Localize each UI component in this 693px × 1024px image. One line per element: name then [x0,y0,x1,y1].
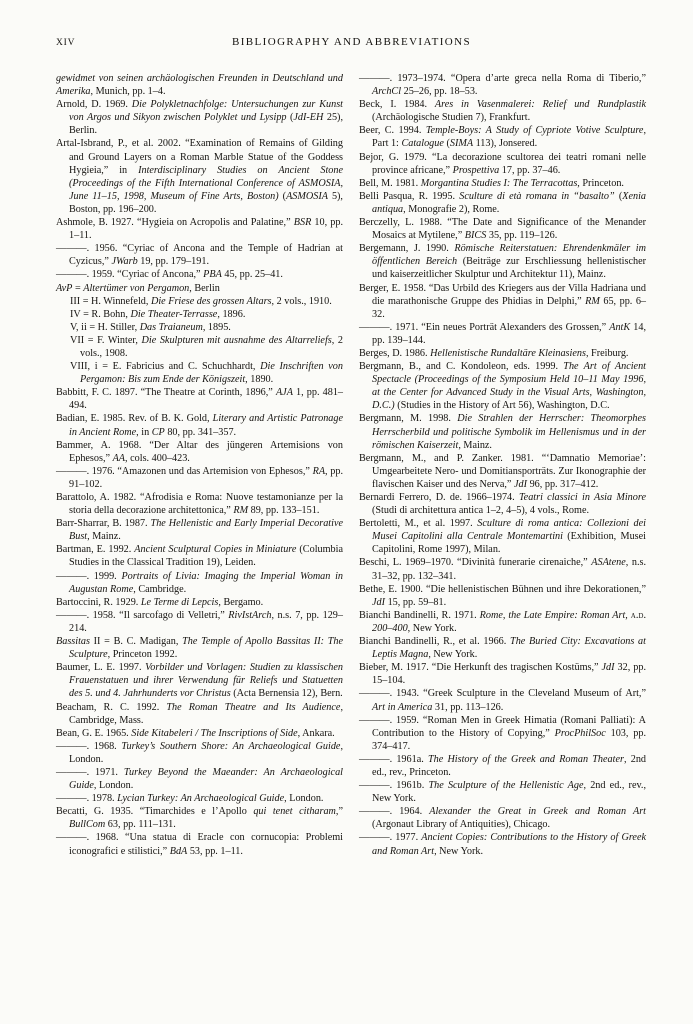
bib-entry [56,609,343,635]
bib-entry-title: Die Skulpturen mit ausnahme des Altarreliefs [141,334,332,346]
bib-entry [56,137,343,216]
page-title: BIBLIOGRAPHY AND ABBREVIATIONS [232,36,471,48]
bib-entry-text: 32, pp. 15–104. [372,662,647,687]
bib-entry-text: Babbitt, F. C. 1897. “The Theatre at Corinth, 1896,” [56,387,276,399]
bib-entry-text: Bejor, G. 1979. “La decorazione scultorea dei teatri romani nelle province africane,” [359,151,646,176]
bib-entry-title: BdA [169,845,188,857]
bib-entry-text: , Cambridge, Mass. [69,701,343,726]
bib-entry-text: (Argonaut Library of Antiquities), Chicago. [372,819,551,831]
bib-entry-title: Le Terme di Lepcis [140,596,219,608]
bib-entry-title: Xenia antiqua [372,190,646,215]
bib-entry-text: , New York. [407,622,457,634]
bib-entry-title: Temple-Boys: A Study of Cypriote Votive Sculpture [425,125,644,137]
bib-entry-title: SIMA [449,138,474,150]
bib-entry-text: , Mainz. [87,531,121,543]
bib-entry-title: JdI [601,662,615,674]
bib-entry [56,727,343,740]
bib-entry-title: AA [112,452,126,464]
bib-entry-text: VII = F. Winter, [70,334,142,346]
bib-entry [359,412,646,451]
bib-entry [56,792,343,805]
bib-entry-text: 19, pp. 179–191. [137,256,209,268]
bib-entry-text: , Ankara. [297,727,335,739]
bib-entry [359,177,646,190]
bib-entry-text: ———. 1976. “Amazonen und das Artemision von Ephesos,” [56,465,313,477]
bib-entry [359,661,646,687]
bib-entry-text: Bartoccini, R. 1929. [56,596,141,608]
bib-entry-text: ———. 1961b. [359,780,429,792]
bib-entry-title: PBA [203,269,222,281]
bib-entry-title: Hellenistische Rundaltäre Kleinasiens [430,347,586,359]
bib-entry-title: AvP [56,282,73,294]
bib-entry-text: ,” [335,806,343,818]
bib-entry-text: Baumer, L. E. 1997. [56,662,146,674]
bib-entry-title: The Art of Ancient Spectacle (Proceedings of the Symposium Held 10–11 May 1996, at the Center for Advanced Study in the Visual Arts, Washington, D.C.) [372,361,646,412]
bib-entry-text: 10, pp. 1–11. [69,217,344,242]
bib-entry-title: Turkey’s Southern Shore: An Archaeological Guide [121,740,341,752]
bib-entry-text: III = H. Winnefeld, [70,295,151,307]
bib-entry [56,268,343,281]
bib-entry-title: Teatri classici in Asia Minore [518,492,646,503]
bib-entry-text: Beck, I. 1984. [359,99,435,111]
bib-entry [56,766,343,792]
bib-entry-text: 5), Boston, pp. 196–200. [69,190,343,215]
bib-entry-text: Belli Pasqua, R. 1995. [359,190,460,202]
bib-entry-text: , Mainz. [458,439,492,451]
bib-entry-text: , Cambridge. [133,583,187,595]
bib-entry-text: Bergmann, M., and P. Zanker. 1981. “‘Damnatio Memoriae’: Umgearbeitete Nero- und Domitiansporträts. Zur Ikonographie der flavischen Kaiser und des Nerva,” [359,452,646,490]
bib-entry-title: Sculture di roma antica: Collezioni dei Musei Capitolini alla Centrale Montemartini [372,518,646,543]
bib-entry-text: 63, pp. 111–131. [105,819,176,831]
bib-entry-title: RivIstArch [228,609,272,621]
bib-entry-text: ———. 1968. [56,740,122,752]
bib-entry-text: Bethe, E. 1900. “Die hellenistischen Bühnen und ihre Dekorationen,” [359,583,646,595]
bib-entry-text: Bammer, A. 1968. “Der Altar des jüngeren Artemisions von Ephesos,” [56,439,343,464]
bib-entry-text: ( [614,190,623,202]
bib-entry-text: , 2 vols., 1908. [80,334,343,359]
bib-entry-text: , 2nd ed., rev., New York. [372,780,646,805]
bib-entry [56,308,343,321]
bib-entry-text: (Beiträge zur Erschliessung hellenistischer und kaiserzeitlicher Skulptur und Architektur 11), Mainz. [372,256,646,281]
bib-entry-text: 45, pp. 25–41. [221,269,283,281]
bib-entry-title: ASMOSIA [286,190,328,202]
bib-entry [359,124,646,150]
bib-entry-text: 89, pp. 133–151. [248,505,320,517]
bib-entry-title: JdI [514,478,528,490]
bib-entry-text: Berger, E. 1958. “Das Urbild des Kriegers aus der Villa Hadriana und die marathonische Gruppe des Phidias in Delphi,” [359,282,646,307]
bib-entry-text: , Berlin [189,282,220,294]
bib-entry-title: ArchCl [372,86,402,98]
bib-entry-text: Barr-Sharrar, B. 1987. [56,518,151,530]
bib-entry-text: , 2nd ed., rev., Princeton. [372,753,647,778]
bib-entry [359,714,646,753]
bib-entry-text: , n.s. 7, pp. 129–214. [69,609,343,634]
bib-entry-text: Bianchi Bandinelli, R. 1971. [359,609,480,621]
bib-entry-title: Die Inschriften von Pergamon: Bis zum Ende der Königszeit [80,361,343,386]
bib-entry [359,72,646,98]
bib-entry-text: 53, pp. 1–11. [187,845,243,857]
bib-entry-text: Barattolo, A. 1982. “Afrodisia e Roma: Nuove testamonianze per la storia della decorazione architettonica,” [56,492,343,517]
bib-entry-text: ———. 1968. “Una statua di Eracle con cornucopia: Problemi iconografici e stilistici,” [56,832,343,857]
bib-entry-text: Bertoletti, M., et al. 1997. [359,518,478,530]
bib-entry-text: Bieber, M. 1917. “Die Herkunft des tragischen Kostüms,” [359,662,602,674]
bib-entry-text: ———. 1956. “Cyriac of Ancona and the Temple of Hadrian at Cyzicus,” [56,243,343,268]
bib-entry-text: (Studies in the History of Art 56), Washington, D.C. [394,400,610,412]
bib-entry-title: Interdisciplinary Studies on Ancient Stone (Proceedings of the Fifth International Conference of ASMOSIA, June 11–15, 1998, Museum of Fine Arts, Boston) [69,164,343,202]
bib-entry-text: , Bergamo. [218,596,264,608]
bib-entry-title: The Hellenistic and Early Imperial Decorative Bust [69,518,343,543]
bib-entry-text: ———. 1961a. [359,753,428,765]
bib-entry [56,635,343,661]
bibliography-columns [56,72,647,858]
bib-entry-text: Becatti, G. 1935. “Timarchides e l’Apollo [56,806,254,818]
bib-entry-text: ———. 1977. [359,832,422,844]
bib-entry-title: Die Polykletnachfolge: Untersuchungen zur Kunst von Argos und Sikyon zwischen Polyklet und Lysipp [69,99,343,124]
bib-entry-title: Ancient Sculptural Copies in Miniature [134,544,297,556]
bib-entry [359,556,646,582]
bib-entry-text: Bergemann, J. 1990. [359,243,455,255]
bib-entry-text: , Princeton. [577,177,624,189]
bib-entry [359,360,646,412]
bib-entry-text: (Studi di architettura antica 1–2, 4–5), 4 vols., Rome. [372,505,590,517]
bib-entry-title: Art in America [372,701,433,713]
bib-entry-text: VIII, i = E. Fabricius and C. Schuchhardt, [70,361,261,373]
bib-entry-text: ( [286,112,294,124]
bib-entry [359,452,646,491]
bib-entry-text: ———. 1999. [56,570,122,582]
bib-entry-text: 96, pp. 317–412. [527,478,599,490]
bib-entry-text: , London. [284,793,324,805]
bib-entry-title: Die Friese des grossen Altars [150,295,272,307]
bib-entry [359,151,646,177]
bib-entry-text: , Munich, pp. 1–4. [90,86,166,98]
bib-entry-title: Side Kitabeleri / The Inscriptions of Side [131,727,298,739]
bib-entry [359,583,646,609]
bib-entry-text: , pp. 91–102. [69,465,344,490]
bib-entry [359,831,646,857]
bib-entry [56,216,343,242]
bib-entry-title: Turkey Beyond the Maeander: An Archaeological Guide [69,766,344,792]
bib-entry-title: Die Strahlen der Herrscher: Theomorphes Herrscherbild und politische Symbolik im Hellenismus und in der römischen Kaiserzeit [372,413,647,451]
bib-entry-title: Ares in Vasenmalerei: Relief und Rundplastik [434,99,647,111]
bib-entry-title: gewidmet von seinen archäologischen Freunden in Deutschland und Amerika [56,73,343,98]
bib-entry-text: Berges, D. 1986. [359,347,431,359]
bib-entry-text: , New York. [428,649,478,661]
bib-entry-text: , London. [93,780,134,792]
bib-entry-text: , Freiburg. [585,347,629,359]
bib-entry-text: , 1890. [245,374,274,386]
bib-entry-title: Vorbilder und Vorlagen: Studien zu klassischen Frauenstatuen und ihrer Verwendung für Reliefs und Statuetten des 5. und 4. Jahrhunderts vor Christus [69,662,343,700]
bib-entry-text: (Columbia Studies in the Classical Tradition 19), Leiden. [69,544,343,569]
bib-entry-text: Ashmole, B. 1927. “Hygieia on Acropolis and Palatine,” [56,217,294,229]
bib-entry-text: a.d. [630,609,646,621]
bib-entry-text: , 1896. [217,308,246,320]
bib-entry-title: BICS [464,230,487,242]
bib-entry-text: ———. 1971. “Ein neues Porträt Alexanders des Grossen,” [359,321,610,333]
bib-entry [359,779,646,805]
bib-entry [56,321,343,334]
bib-entry-title: JdI [372,596,386,608]
bib-entry-title: ASAtene [591,557,626,569]
bib-entry-title: Bassitas [56,636,90,648]
bib-entry-title: RM [585,295,600,307]
bib-entry-text: Beer, C. 1994. [359,125,426,137]
bib-entry-text: ———. 1959. “Roman Men in Greek Himatia (Romani Palliati): A Contribution to the History of Copying,” [359,714,646,739]
bib-entry [359,190,646,216]
bib-entry-text: ( [443,138,450,150]
bib-entry-title: Lycian Turkey: An Archaeological Guide [117,793,285,805]
bib-entry [359,517,646,556]
bib-entry-title: AJA [275,387,293,399]
bib-entry [56,412,343,438]
bib-entry-title: Catalogue [401,138,444,150]
bib-entry [56,661,343,700]
bib-entry-text: 14, pp. 139–144. [372,321,646,346]
bib-entry-text: ———. 1964. [359,806,430,818]
bib-entry-title: Morgantina Studies I: The Terracottas [420,177,578,189]
bib-entry-text: , New York. [434,845,484,857]
bib-entry-text: ———. 1943. “Greek Sculpture in the Cleveland Museum of Art,” [359,688,646,700]
bib-entry [56,701,343,727]
bib-entry-text: 25–26, pp. 18–53. [401,86,478,98]
bib-entry [56,439,343,465]
bib-entry-text: , n.s. 31–32, pp. 132–341. [372,557,647,582]
bib-entry-title: Altertümer von Pergamon [83,282,190,294]
bib-entry-text: 65, pp. 6–32. [372,295,647,320]
bib-entry-text: (Acta Bernensia 12), Bern. [230,688,343,700]
bib-entry-title: 200–400 [372,622,408,634]
bib-entry-text: Bean, G. E. 1965. [56,727,132,739]
bib-entry-text: IV = R. Bohn, [70,308,131,320]
bib-entry-title: ProcPhilSoc [554,727,606,739]
bib-entry-title: The Buried City: Excavations at Leptis Magna [372,636,646,661]
bib-entry-text: 35, pp. 119–126. [486,230,558,242]
left-column [56,72,343,858]
bib-entry [359,753,646,779]
bib-entry [359,98,646,124]
bib-entry [56,360,343,386]
bib-entry [359,347,646,360]
bib-entry [56,517,343,543]
bib-entry-text: (Exhibition, Musei Capitolini, Rome 1997), Milan. [372,531,646,556]
bib-entry-text: ———. 1958. “Il sarcofago di Velletri,” [56,609,229,621]
bib-entry-title: Sculture di età romana in “basalto” [459,190,615,202]
bib-entry-text: Beschi, L. 1969–1970. “Divinità funerarie cirenaiche,” [359,557,592,569]
bib-entry-text: Bell, M. 1981. [359,177,421,189]
bib-entry-text: 80, pp. 341–357. [164,426,237,438]
bib-entry-title: Alexander the Great in Greek and Roman Art [429,806,647,818]
bib-entry-text: Bergmann, M. 1998. [359,413,458,425]
bib-entry-title: Ancient Copies: Contributions to the History of Greek and Roman Art [372,832,647,857]
bib-entry-title: CP [151,426,165,438]
bib-entry-text: Bernardi Ferrero, D. de. 1966–1974. [359,492,519,503]
bib-entry [56,543,343,569]
bib-entry-text: ( [278,190,287,202]
bib-entry [56,570,343,596]
bib-entry [56,596,343,609]
bib-entry [359,491,646,517]
bib-entry [56,242,343,268]
bib-entry-text: 103, pp. 374–417. [372,727,647,752]
bib-entry [359,609,646,635]
right-column [359,72,646,858]
bib-entry-title: BSR [293,217,312,229]
bib-entry-title: Literary and Artistic Patronage in Ancient Rome [69,413,343,438]
bib-entry-title: Die Theater-Terrasse [130,308,218,320]
bib-entry-text: Bianchi Bandinelli, R., et al. 1966. [359,636,511,648]
bib-entry-text: , London. [69,740,343,765]
bib-entry [359,805,646,831]
bib-entry [359,635,646,661]
bib-entry-text: II = B. C. Madigan, [89,636,183,648]
bib-entry [359,216,646,242]
page-header [56,36,647,52]
bib-entry-text: , Monografie 2), Rome. [403,203,500,215]
bib-entry-text: Berczelly, L. 1988. “The Date and Significance of the Menander Mosaics at Mytilene,” [359,217,646,242]
bib-entry-title: JWarb [111,256,138,268]
bib-entry-title: The Sculpture of the Hellenistic Age [428,780,584,792]
bib-entry-title: The Roman Theatre and Its Audience [166,701,341,713]
bib-entry-text: Bergmann, B., and C. Kondoleon, eds. 1999. [359,361,564,373]
bib-entry-text: ———. 1971. [56,766,124,778]
bib-entry [359,321,646,347]
bib-entry [56,282,343,295]
bib-entry-text: , Part 1: [372,125,647,150]
bib-entry-text: , 2 vols., 1910. [271,295,332,307]
bib-entry [359,242,646,281]
bib-entry-title: Das Traianeum [139,321,203,333]
bib-entry-text: = [72,282,84,294]
bib-entry-text: , Princeton 1992. [107,649,178,661]
bib-entry [56,386,343,412]
bib-entry [56,491,343,517]
bib-entry-text: Artal-Isbrand, P., et al. 2002. “Examination of Remains of Gilding and Ground Layers on a Roman Marble Statue of the Goddess Hygieia,” in [56,138,343,176]
page-number: XIV [56,38,76,48]
bib-entry-title: BullCom [69,819,106,831]
bib-entry-title: Prospettiva [452,164,500,176]
bib-entry-text: 31, pp. 113–126. [432,701,504,713]
bib-entry-text: , in [136,426,152,438]
bib-entry-text: , cols. 400–423. [125,452,190,464]
bib-entry-title: RA [312,465,326,477]
bib-entry-title: AntK [609,321,631,333]
bib-entry-text: ———. 1973–1974. “Opera d’arte greca nella Roma di Tiberio,” [359,73,646,84]
bib-entry-text: Bartman, E. 1992. [56,544,135,556]
bib-entry-text: Badian, E. 1985. Rev. of B. K. Gold, [56,413,213,425]
bib-entry-text: 1, pp. 481–494. [69,387,343,412]
bib-entry-text: 113), Jonsered. [473,138,538,150]
bib-entry-text: ———. 1959. “Cyriac of Ancona,” [56,269,204,281]
bib-entry-title: The Temple of Apollo Bassitas II: The Sculpture [69,636,343,661]
bib-entry-title: Rome, the Late Empire: Roman Art, [479,609,631,621]
bib-entry-text: 25), Berlin. [69,112,343,137]
bib-entry [56,334,343,360]
bib-entry-text: Arnold, D. 1969. [56,99,132,111]
bib-entry-text: 17, pp. 37–46. [499,164,561,176]
bib-entry-text: V, ii = H. Stiller, [70,321,140,333]
bib-entry [56,831,343,857]
bib-entry [56,72,343,98]
bib-entry-title: qui tenet citharam [253,806,336,818]
bib-entry [56,805,343,831]
bib-entry-title: The History of the Greek and Roman Theater [427,753,624,765]
bib-entry-text: (Archäologische Studien 7), Frankfurt. [372,112,531,124]
bib-entry [56,295,343,308]
bib-entry-title: JdI-EH [293,112,324,124]
bib-entry-text: ———. 1978. [56,793,118,805]
bib-entry-title: RM [233,505,249,517]
bib-entry [56,98,343,137]
bib-entry-title: Portraits of Livia: Imaging the Imperial Woman in Augustan Rome [69,570,343,595]
bib-entry [359,282,646,321]
bib-entry-text: 15, pp. 59–81. [385,596,447,608]
bib-entry-title: Römische Reiterstatuen: Ehrendenkmäler im öffentlichen Bereich [372,243,646,268]
bib-entry-text: Beacham, R. C. 1992. [56,701,167,713]
bib-entry [359,687,646,713]
bib-entry-text: , 1895. [202,321,231,333]
bib-entry [56,740,343,766]
bib-entry [56,465,343,491]
